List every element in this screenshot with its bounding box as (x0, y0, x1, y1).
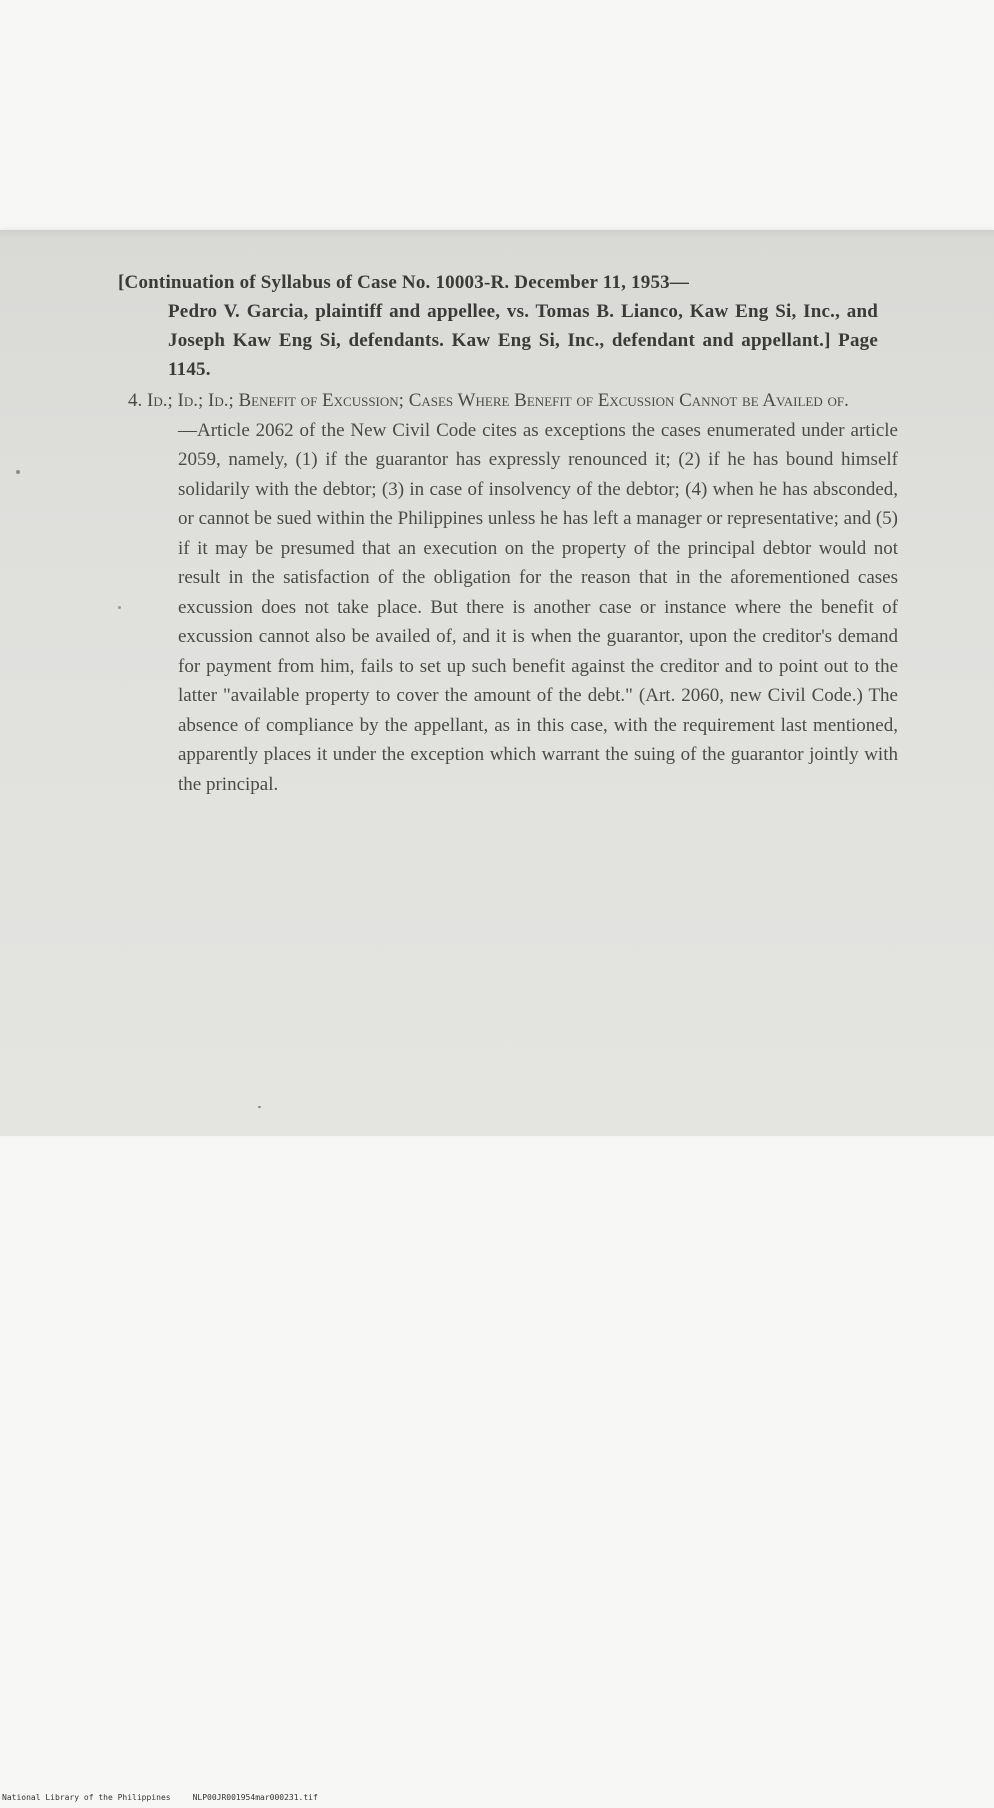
syllabus-item (128, 386, 898, 799)
scan-speck (118, 606, 121, 609)
syllabus-number: 4. Id.; Id.; Id.; (128, 390, 234, 411)
footer-source: National Library of the Philippines (2, 1793, 171, 1802)
syllabus-heading-line (128, 386, 898, 416)
scan-footer (2, 1793, 318, 1802)
scan-speck (258, 1106, 261, 1108)
syllabus-heading: Benefit of Excussion; Cases Where Benefit of Excussion Cannot be Availed of. (238, 390, 849, 411)
scan-speck (16, 470, 20, 474)
header-line-1: [Continuation of Syllabus of Case No. 10003-R. December 11, 1953— (118, 272, 690, 293)
syllabus-text: —Article 2062 of the New Civil Code cites as exceptions the cases enumerated under article 2059, namely, (1) if the guarantor has expressly renounced it; (2) if he has bound himself solidarily with the debtor; (3) in case of insolvency of the debtor; (4) when he has absconded, or cannot be sued within the Philippines unless he has left a manager or representative; and (5) if it may be presumed that an execution on the property of the principal debtor would not result in the satisfaction of the obligation for the reason that in the aforementioned cases excussion does not take place. But there is another case or instance where the benefit of excussion cannot also be availed of, and it is when the guarantor, upon the creditor's demand for payment from him, fails to set up such benefit against the creditor and to point out to the latter "available property to cover the amount of the debt." (Art. 2060, new Civil Code.) The absence of compliance by the appellant, as in this case, with the requirement last mentioned, apparently places it under the exception which warrant the suing of the guarantor jointly with the principal. (178, 419, 898, 795)
continuation-header (118, 268, 878, 384)
header-case-parties: Pedro V. Garcia, plaintiff and appellee, vs. Tomas B. Lianco, Kaw Eng Si, Inc., and Joseph Kaw Eng Si, defendants. Kaw Eng Si, Inc., defendant and appellant.] Page 1145. (168, 301, 878, 380)
footer-filename: NLP00JR001954mar000231.tif (192, 1793, 318, 1802)
